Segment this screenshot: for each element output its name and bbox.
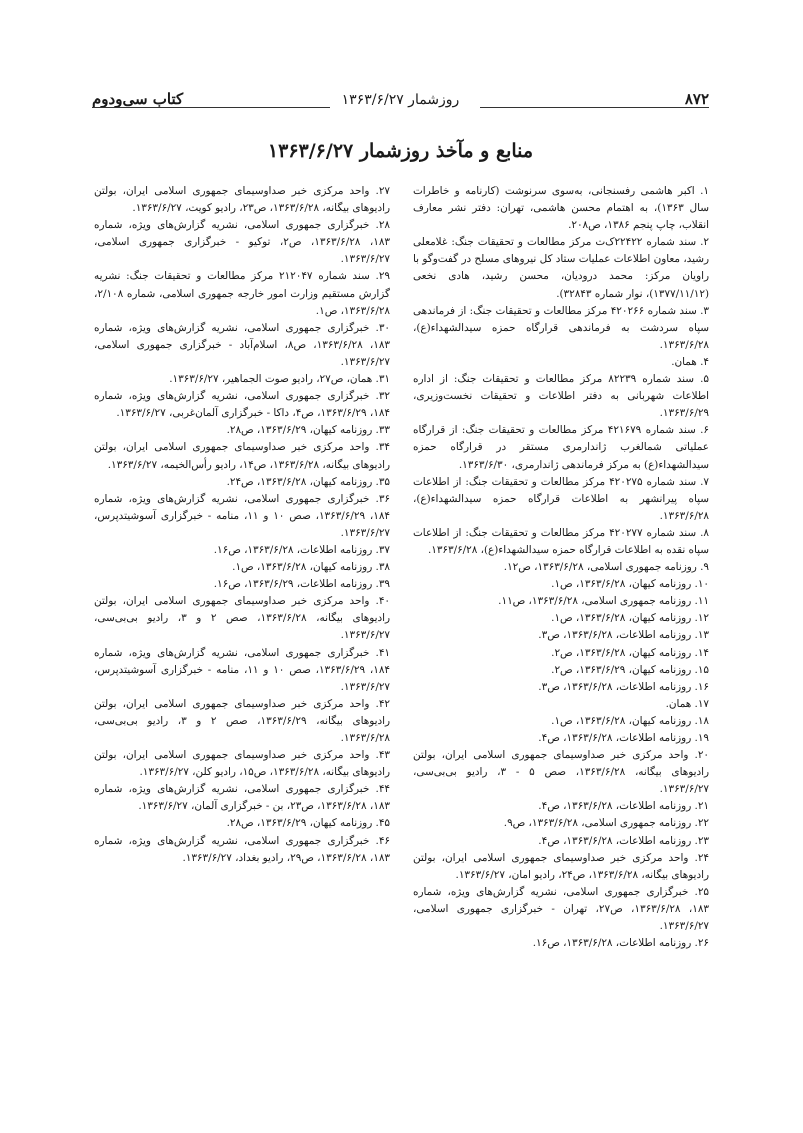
reference-item: ۴۵. روزنامه کیهان، ۱۳۶۳/۶/۲۹، ص۲۸.: [226, 817, 390, 830]
reference-item: ۲. سند شماره ۲۲۴۲۲ک‌ت مرکز مطالعات و تحقیقات جنگ: غلامعلی رشید، معاون اطلاعات عملیات ستاد کل نیروهای مسلح در گفت‌وگو با راویان مرکز: محمد درودیان، محسن رشید، هادی نخعی (۱۳۷۷/۱۱/۱۲)، نوار شماره ۳۲۸۴۳).: [413, 236, 709, 300]
reference-item: ۲۳. روزنامه اطلاعات، ۱۳۶۳/۶/۲۸، ص۴.: [538, 834, 709, 847]
reference-item: ۳۸. روزنامه کیهان، ۱۳۶۳/۶/۲۸، ص۱.: [232, 561, 390, 574]
reference-item: ۱۵. روزنامه کیهان، ۱۳۶۳/۶/۲۹، ص۲.: [551, 663, 709, 676]
header-rule-gap: [330, 98, 480, 116]
references-column-right: [413, 183, 709, 952]
reference-item: ۱۷. همان.: [665, 697, 709, 710]
reference-item: ۳. سند شماره ۴۲۰۲۶۶ مرکز مطالعات و تحقیقات جنگ: از فرماندهی سپاه سردشت به فرماندهی قرارگاه حمزه سیدالشهداء(ع)، ۱۳۶۳/۶/۲۸.: [413, 304, 709, 351]
reference-item: ۲۵. خبرگزاری جمهوری اسلامی، نشریه گزارش‌های ویژه، شماره ۱۸۳، ۱۳۶۳/۶/۲۸، ص۲۷، تهران - خبرگزاری جمهوری اسلامی، ۱۳۶۳/۶/۲۷.: [413, 885, 710, 933]
references-column-left: [94, 183, 390, 867]
reference-item: ۴۴. خبرگزاری جمهوری اسلامی، نشریه گزارش‌های ویژه، شماره ۱۸۳، ۱۳۶۳/۶/۲۸، ص۲۳، بن - خبرگزاری آلمان، ۱۳۶۳/۶/۲۷.: [94, 783, 390, 813]
reference-item: ۱۸. روزنامه کیهان، ۱۳۶۳/۶/۲۸، ص۱.: [551, 714, 709, 727]
header-date: روزشمار ۱۳۶۳/۶/۲۷: [341, 92, 460, 108]
reference-item: ۲۶. روزنامه اطلاعات، ۱۳۶۳/۶/۲۸، ص۱۶.: [532, 937, 709, 950]
reference-item: ۳۱. همان، ص۲۷، رادیو صوت الجماهیر، ۱۳۶۳/۶/۲۷.: [169, 373, 390, 386]
reference-item: ۱۱. روزنامه جمهوری اسلامی، ۱۳۶۳/۶/۲۸، ص۱۱.: [498, 595, 709, 608]
reference-item: ۲۴. واحد مرکزی خبر صداوسیمای جمهوری اسلامی ایران، بولتن رادیوهای بیگانه، ۱۳۶۳/۶/۲۸، ص۲۴، رادیو امان، ۱۳۶۳/۶/۲۷.: [413, 851, 709, 881]
reference-item: ۲۸. خبرگزاری جمهوری اسلامی، نشریه گزارش‌های ویژه، شماره ۱۸۳، ۱۳۶۳/۶/۲۸، ص۲، توکیو - خبرگزاری جمهوری اسلامی، ۱۳۶۳/۶/۲۷.: [94, 219, 390, 266]
reference-item: ۴. همان.: [671, 355, 709, 368]
reference-item: ۱۲. روزنامه کیهان، ۱۳۶۳/۶/۲۸، ص۱.: [551, 612, 709, 625]
reference-item: ۴۳. واحد مرکزی خبر صداوسیمای جمهوری اسلامی ایران، بولتن رادیوهای بیگانه، ۱۳۶۳/۶/۲۸، ص۱۵، رادیو کلن، ۱۳۶۳/۶/۲۷.: [94, 749, 390, 779]
reference-item: ۳۹. روزنامه اطلاعات، ۱۳۶۳/۶/۲۹، ص۱۶.: [213, 578, 390, 591]
page-title: منابع و مآخذ روزشمار ۱۳۶۳/۶/۲۷: [267, 140, 534, 162]
reference-item: ۳۲. خبرگزاری جمهوری اسلامی، نشریه گزارش‌های ویژه، شماره ۱۸۴، ۱۳۶۳/۶/۲۹، ص۴، داکا - خبرگزاری آلمان‌غربی، ۱۳۶۳/۶/۲۷.: [94, 390, 390, 420]
reference-item: ۱۰. روزنامه کیهان، ۱۳۶۳/۶/۲۸، ص۱.: [551, 578, 709, 591]
reference-item: ۴۶. خبرگزاری جمهوری اسلامی، نشریه گزارش‌های ویژه، شماره ۱۸۳، ۱۳۶۳/۶/۲۸، ص۲۹، رادیو بغداد، ۱۳۶۳/۶/۲۷.: [94, 834, 390, 864]
reference-item: ۳۰. خبرگزاری جمهوری اسلامی، نشریه گزارش‌های ویژه، شماره ۱۸۳، ۱۳۶۳/۶/۲۸، ص۸، اسلام‌آباد - خبرگزاری جمهوری اسلامی، ۱۳۶۳/۶/۲۷.: [94, 321, 391, 368]
reference-item: ۳۶. خبرگزاری جمهوری اسلامی، نشریه گزارش‌های ویژه، شماره ۱۸۴، ۱۳۶۳/۶/۲۹، صص ۱۰ و ۱۱، منامه - خبرگزاری آسوشیتدپرس، ۱۳۶۳/۶/۲۷.: [94, 492, 390, 539]
reference-item: ۲۷. واحد مرکزی خبر صداوسیمای جمهوری اسلامی ایران، بولتن رادیوهای بیگانه، ۱۳۶۳/۶/۲۸، ص۲۳، رادیو کویت، ۱۳۶۳/۶/۲۷.: [94, 185, 390, 215]
reference-item: ۳۵. روزنامه کیهان، ۱۳۶۳/۶/۲۸، ص۲۴.: [226, 475, 390, 488]
reference-item: ۶. سند شماره ۴۲۱۶۷۹ مرکز مطالعات و تحقیقات جنگ: از قرارگاه عملیاتی شمالغرب ژاندارمری مستقر در قرارگاه حمزه سیدالشهداء(ع) به مرکز فرماندهی ژاندارمری، ۱۳۶۳/۶/۳۰.: [413, 424, 709, 471]
reference-item: ۴۰. واحد مرکزی خبر صداوسیمای جمهوری اسلامی ایران، بولتن رادیوهای بیگانه، ۱۳۶۳/۶/۲۸، صص ۲ و ۳، رادیو بی‌بی‌سی، ۱۳۶۳/۶/۲۷.: [94, 595, 391, 642]
reference-item: ۱۹. روزنامه اطلاعات، ۱۳۶۳/۶/۲۸، ص۴.: [538, 732, 709, 744]
reference-item: ۲۰. واحد مرکزی خبر صداوسیمای جمهوری اسلامی ایران، بولتن رادیوهای بیگانه، ۱۳۶۳/۶/۲۸، صص ۵ - ۳، رادیو بی‌بی‌سی، ۱۳۶۳/۶/۲۷.: [413, 749, 710, 796]
page-number: ۸۷۲: [684, 90, 709, 108]
reference-item: ۱۳. روزنامه اطلاعات، ۱۳۶۳/۶/۲۸، ص۳.: [538, 629, 709, 642]
reference-item: ۹. روزنامه جمهوری اسلامی، ۱۳۶۳/۶/۲۸، ص۱۲.: [503, 561, 709, 574]
reference-item: ۳۴. واحد مرکزی خبر صداوسیمای جمهوری اسلامی ایران، بولتن رادیوهای بیگانه، ۱۳۶۳/۶/۲۸، ص۱۴، رادیو رأس‌الخیمه، ۱۳۶۳/۶/۲۷.: [94, 441, 390, 471]
reference-item: ۳۷. روزنامه اطلاعات، ۱۳۶۳/۶/۲۸، ص۱۶.: [213, 543, 390, 556]
reference-item: ۱. اکبر هاشمی رفسنجانی، به‌سوی سرنوشت (کارنامه و خاطرات سال ۱۳۶۳)، به اهتمام محسن هاشمی، تهران: دفتر نشر معارف انقلاب، چاپ پنجم ۱۳۸۶، ص۲۰۸.: [413, 185, 709, 232]
reference-item: ۵. سند شماره ۸۲۲۳۹ مرکز مطالعات و تحقیقات جنگ: از اداره اطلاعات شهربانی به دفتر اطلاعات و تحقیقات نخست‌وزیری، ۱۳۶۳/۶/۲۹.: [413, 373, 709, 420]
reference-item: ۸. سند شماره ۴۲۰۲۷۷ مرکز مطالعات و تحقیقات جنگ: از اطلاعات سپاه نقده به اطلاعات قرارگاه حمزه سیدالشهداء(ع)، ۱۳۶۳/۶/۲۸.: [413, 526, 709, 556]
reference-item: ۷. سند شماره ۴۲۰۲۷۵ مرکز مطالعات و تحقیقات جنگ: از اطلاعات سپاه پیرانشهر به اطلاعات قرارگاه حمزه سیدالشهداء(ع)، ۱۳۶۳/۶/۲۸.: [413, 475, 709, 522]
reference-item: ۱۶. روزنامه اطلاعات، ۱۳۶۳/۶/۲۸، ص۳.: [538, 680, 709, 693]
reference-item: ۴۲. واحد مرکزی خبر صداوسیمای جمهوری اسلامی ایران، بولتن رادیوهای بیگانه، ۱۳۶۳/۶/۲۹، صص ۲ و ۳، رادیو بی‌بی‌سی، ۱۳۶۳/۶/۲۸.: [94, 697, 391, 744]
reference-item: ۲۲. روزنامه جمهوری اسلامی، ۱۳۶۳/۶/۲۸، ص۹.: [503, 817, 709, 830]
reference-item: ۱۴. روزنامه کیهان، ۱۳۶۳/۶/۲۸، ص۲.: [551, 646, 709, 659]
book-title: کتاب سی‌ودوم: [92, 90, 184, 108]
reference-item: ۳۳. روزنامه کیهان، ۱۳۶۳/۶/۲۹، ص۲۸.: [226, 424, 390, 437]
reference-item: ۲۹. سند شماره ۲۱۲۰۴۷ مرکز مطالعات و تحقیقات جنگ: نشریه گزارش مستقیم وزارت امور خارجه جمهوری اسلامی، شماره ۲/۱۰۸، ۱۳۶۳/۶/۲۸، ص۱.: [94, 270, 390, 317]
reference-item: ۴۱. خبرگزاری جمهوری اسلامی، نشریه گزارش‌های ویژه، شماره ۱۸۴، ۱۳۶۳/۶/۲۹، صص ۱۰ و ۱۱، منامه - خبرگزاری آسوشیتدپرس، ۱۳۶۳/۶/۲۷.: [94, 646, 390, 693]
reference-item: ۲۱. روزنامه اطلاعات، ۱۳۶۳/۶/۲۸، ص۴.: [538, 800, 709, 813]
